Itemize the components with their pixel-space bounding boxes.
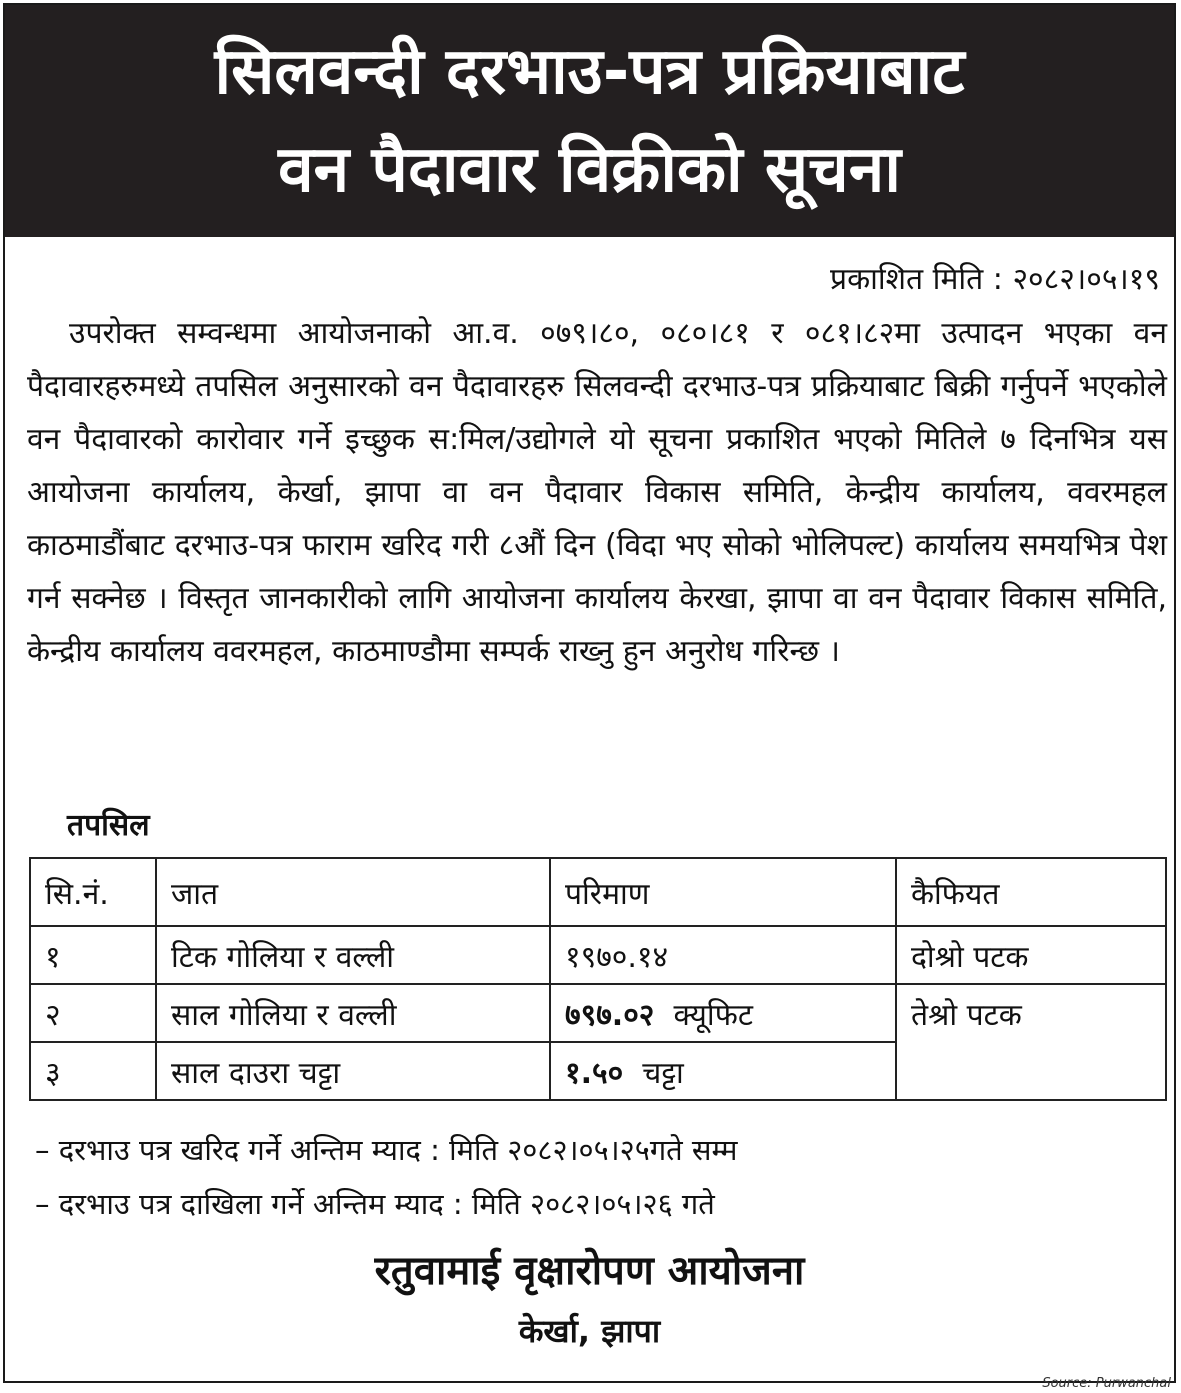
notice-body-text: उपरोक्त सम्वन्धमा आयोजनाको आ.व. ०७९।८०, ०८०।८१ र ०८१।८२मा उत्पादन भएका वन पैदावारहरुमध्ये तपसिल अनुसारको वन पैदावारहरु सिलवन्दी दरभाउ-पत्र प्रक्रियाबाट बिक्री गर्नुपर्ने भएकोले वन पैदावारको कारोवार गर्ने इच्छुक स:मिल/उद्योगले यो सूचना प्रकाशित भएको मितिले ७ दिनभित्र यस आयोजना कार्यालय, केर्खा, झापा वा वन पैदावार विकास समिति, केन्द्रीय कार्यालय, ववरमहल काठमाडौंबाट दरभाउ-पत्र फाराम खरिद गरी ८औं दिन (विदा भए सोको भोलिपल्ट) कार्यालय समयभित्र पेश गर्न सक्नेछ । विस्तृत जानकारीको लागि आयोजना कार्यालय केरखा, झापा वा वन पैदावार विकास समिति, केन्द्रीय कार्यालय ववरमहल, काठमाण्डौमा सम्पर्क राख्नु हुन अनुरोध गरिन्छ । <box>27 316 1167 669</box>
table-row <box>30 984 1166 1042</box>
organization-location: केर्खा, झापा <box>518 1312 661 1350</box>
issuing-organization: रतुवामाई वृक्षारोपण आयोजना <box>374 1248 805 1294</box>
title-line-2: वन पैदावार विक्रीको सूचना <box>278 133 901 207</box>
cell-type: टिक गोलिया र वल्ली <box>156 926 550 984</box>
cell-quantity <box>550 984 896 1042</box>
source-credit: Source: Purwanchal <box>1042 1376 1171 1391</box>
submission-deadline: – दरभाउ पत्र दाखिला गर्ने अन्तिम म्याद : मिति २०८२।०५।२६ गते <box>35 1187 715 1221</box>
quantity-unit: चट्टा <box>642 1055 684 1091</box>
notice-frame <box>3 3 1176 1383</box>
cell-type: साल दाउरा चट्टा <box>156 1042 550 1100</box>
header-remarks: कैफियत <box>896 858 1166 926</box>
table-row <box>30 926 1166 984</box>
schedule-label: तपसिल <box>67 808 150 843</box>
quantity-value: ७९७.०२ <box>565 997 655 1033</box>
notice-body <box>27 307 1167 678</box>
cell-type: साल गोलिया र वल्ली <box>156 984 550 1042</box>
cell-quantity <box>550 1042 896 1100</box>
header-type: जात <box>156 858 550 926</box>
quantity-value: १.५० <box>565 1055 624 1091</box>
deadlines <box>35 1123 738 1231</box>
cell-quantity <box>550 926 896 984</box>
table-header-row <box>30 858 1166 926</box>
cell-sn: १ <box>30 926 156 984</box>
cell-remark: तेश्रो पटक <box>896 984 1166 1100</box>
quantity-value: १९७०.१४ <box>565 939 669 975</box>
cell-remark: दोश्रो पटक <box>896 926 1166 984</box>
published-date: प्रकाशित मिति : २०८२।०५।१९ <box>830 262 1160 297</box>
cell-sn: २ <box>30 984 156 1042</box>
notice-header <box>5 5 1174 237</box>
cell-sn: ३ <box>30 1042 156 1100</box>
header-sn: सि.नं. <box>30 858 156 926</box>
header-quantity: परिमाण <box>550 858 896 926</box>
title-line-1: सिलवन्दी दरभाउ-पत्र प्रक्रियाबाट <box>214 35 965 109</box>
purchase-deadline: – दरभाउ पत्र खरिद गर्ने अन्तिम म्याद : मिति २०८२।०५।२५गते सम्म <box>35 1133 738 1167</box>
quantity-unit: क्यूफिट <box>673 997 753 1033</box>
items-table <box>29 857 1167 1101</box>
